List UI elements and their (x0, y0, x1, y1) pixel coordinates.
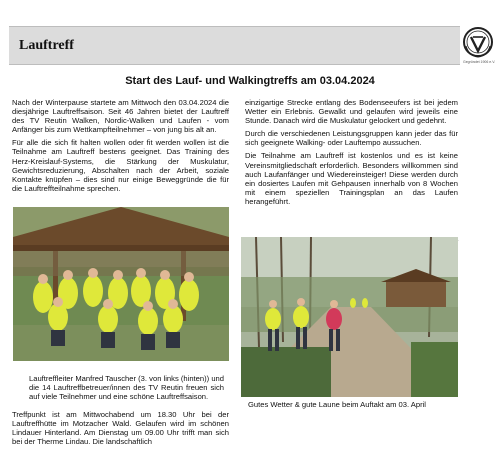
photo-caption-left: Lauftreffleiter Manfred Tauscher (3. von links (hinten)) und die 14 Lauftreffbetreuer/innen des TV Reutin freuen sich auf viele Teilnehmer und eine schöne Lauftreffsaison. (29, 374, 224, 402)
section-header (9, 26, 460, 65)
section-title: Lauftreff (19, 38, 74, 53)
article-headline: Start des Lauf- und Walkingtreffs am 03.04.2024 (125, 75, 375, 87)
paragraph: Treffpunkt ist am Mittwochabend um 18.30 Uhr bei der Lauftreffhütte im Motzacher Wald. Gelaufen wird im schönen Lindauer Hinterland. Am Dienstag um 09.00 Uhr trifft man sich bei der Therme Lindau. Die landschaftlich (12, 410, 229, 447)
paragraph: Für alle die sich fit halten wollen oder fit werden wollen ist die Teilnahme am Lauftreff bestens geeignet. Das Training des Herz-Kreislauf-Systems, die Stärkung der Muskulatur, Gewichtsreduzierung, Abschalten nach der Arbeit, soziale Kontakte knüpfen – dies sind nur einige Beweggründe die für die Lauftreffteilnahme sprechen. (12, 138, 229, 193)
right-column (245, 98, 458, 210)
club-logo (461, 26, 495, 64)
left-column (12, 98, 229, 197)
bottom-left-text (12, 410, 229, 450)
paragraph: Die Teilnahme am Lauftreff ist kostenlos und es ist keine Vereinsmitgliedschaft erforderlich. Besonders willkommen sind auch Laufanfänger und Wiedereinsteiger! Diese werden durch ein dosiertes Laufen mit Gehpausen innerhalb von 8 Wochen mit einem speziellen Trainingsplan an das Laufen herangeführt. (245, 151, 458, 206)
paragraph: Durch die verschiedenen Leistungsgruppen kann jeder das für sich geeignete Walking- oder Lauftempo aussuchen. (245, 129, 458, 148)
group-photo (13, 207, 229, 361)
walkers-photo (241, 237, 458, 397)
paragraph: einzigartige Strecke entlang des Bodenseeufers ist bei jedem Wetter ein Erlebnis. Gewalkt und gelaufen wird jeweils eine Stunde. Danach wird die Muskulatur gelockert und gedehnt. (245, 98, 458, 126)
logo-caption: Gegründet 1906 e.V. (463, 60, 496, 64)
photo-caption-right: Gutes Wetter & gute Laune beim Auftakt am 03. April (248, 400, 426, 409)
paragraph: Nach der Winterpause startete am Mittwoch den 03.04.2024 die diesjährige Lauftreffsaison. Seit 46 Jahren bietet der Lauftreff des TV Reutin Walken, Nordic-Walken und Laufen - vom Anfänger bis zum Wettkampfteilnehmer – von jung bis alt an. (12, 98, 229, 135)
